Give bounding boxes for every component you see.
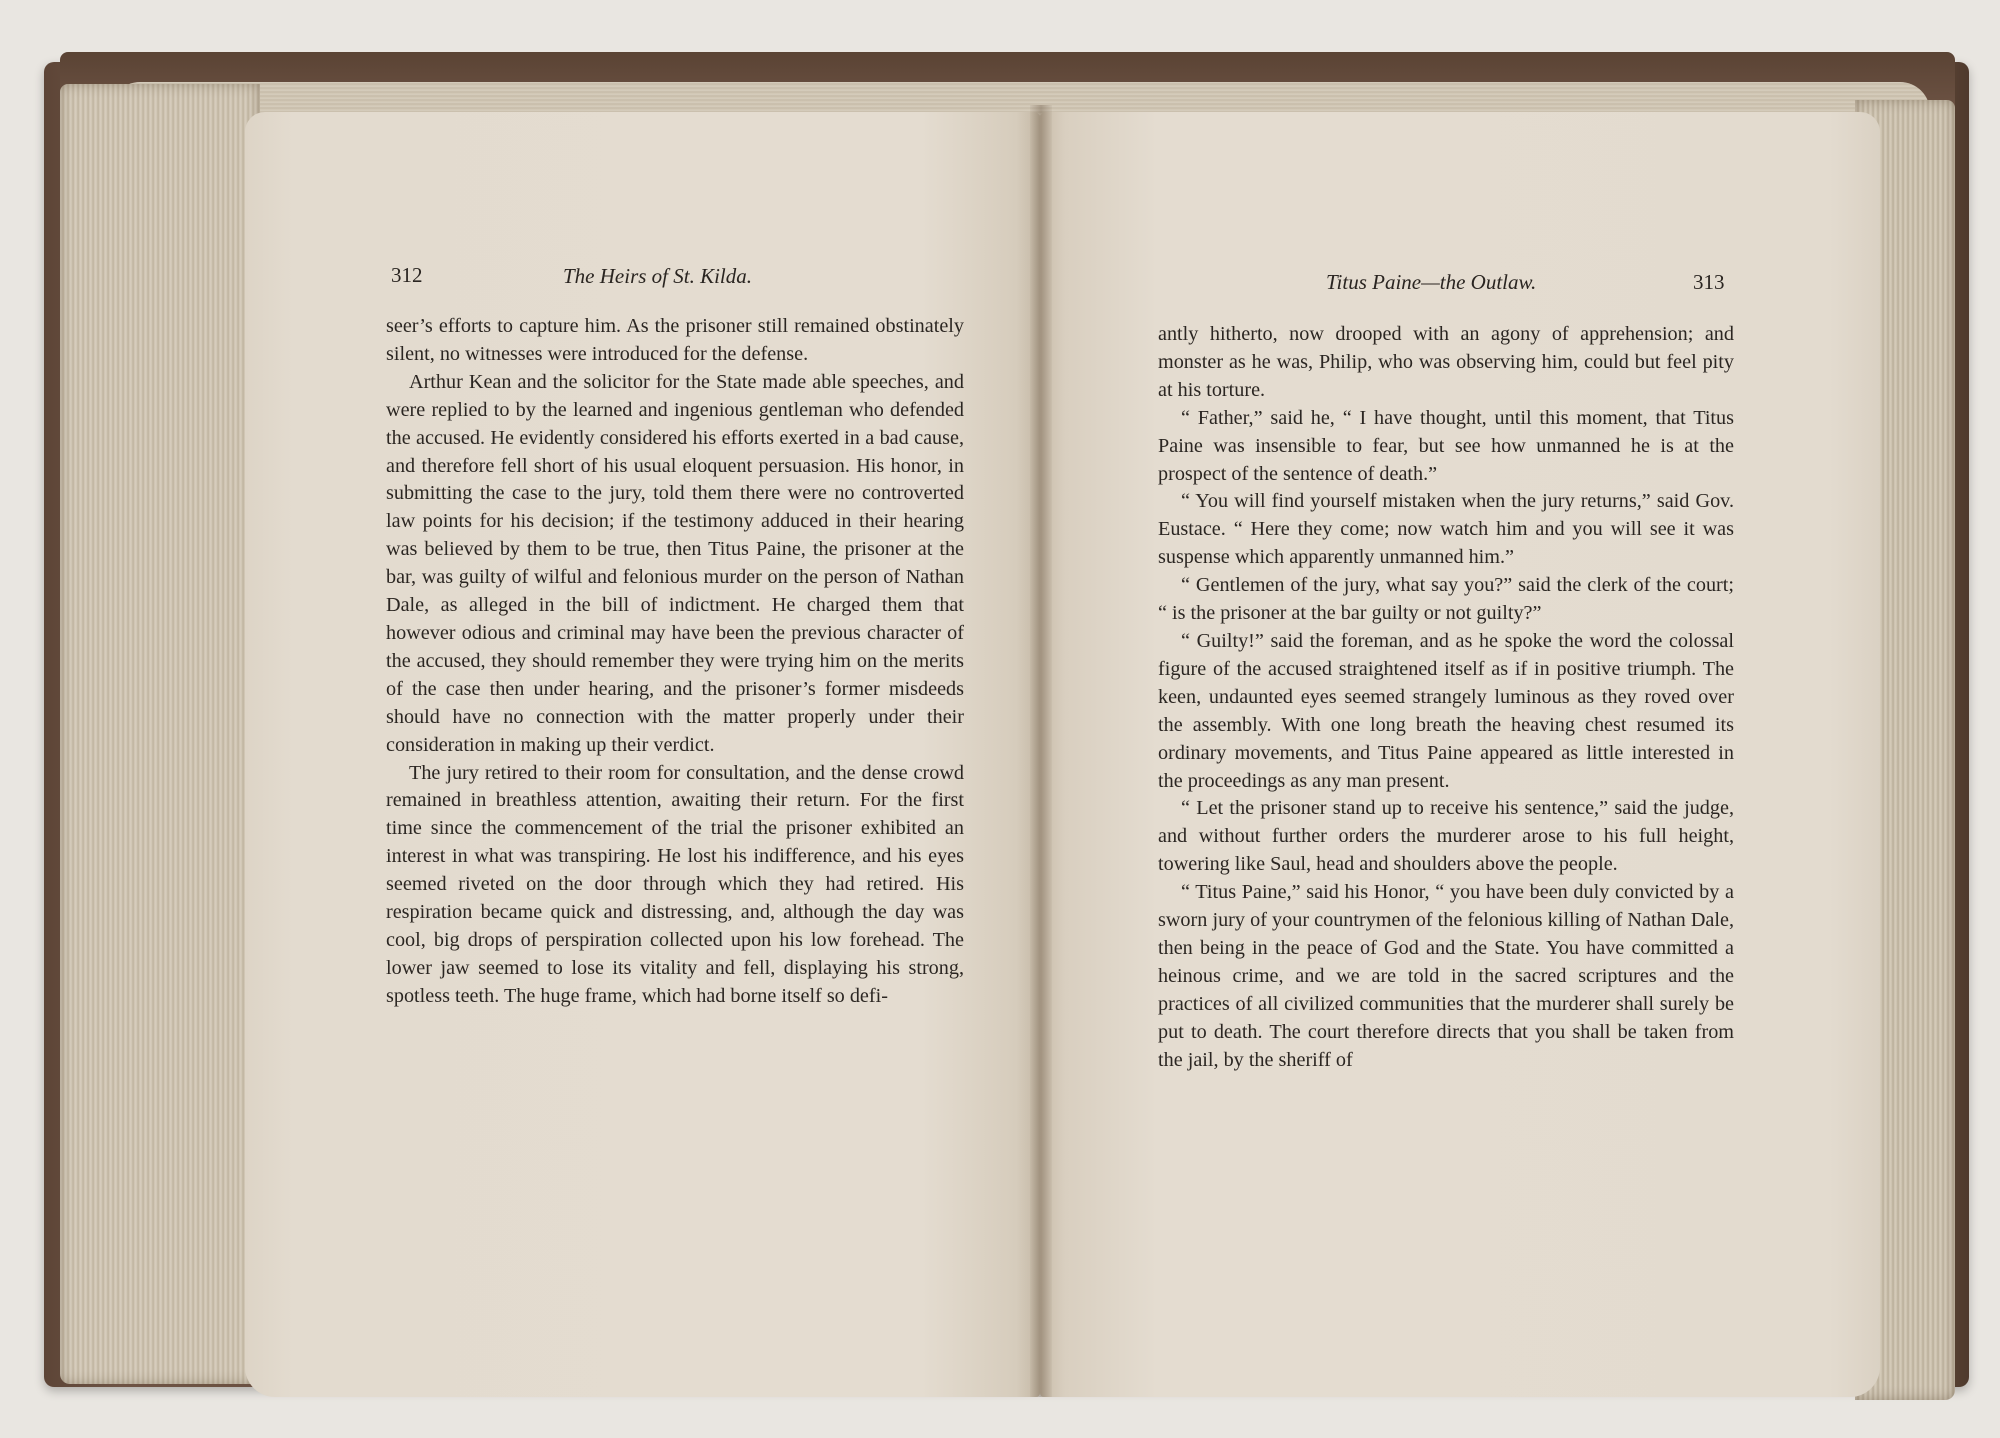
book-gutter <box>1030 105 1052 1397</box>
paragraph: Arthur Kean and the solicitor for the State made able speeches, and were replied to by the learned and ingenious gentleman who defended the accused. He evidently considered his efforts exerted in a bad cause, and therefore fell short of his usual eloquent persuasion. His honor, in submitting the case to the jury, told them there were no controverted law points for his decision; if the testimony adduced in their hearing was believed by them to be true, then Titus Paine, the prisoner at the bar, was guilty of wilful and felonious murder on the person of Nathan Dale, as alleged in the bill of indictment. He charged them that however odious and criminal may have been the previous character of the accused, they should remember they were trying him on the merits of the case then under hearing, and the prisoner’s former misdeeds should have no connection with the matter properly under their consideration in making up their verdict. <box>386 370 964 756</box>
paragraph: “ Father,” said he, “ I have thought, until this moment, that Titus Paine was insensible to fear, but see how unmanned he is at the prospect of the sentence of death.” <box>1158 406 1734 485</box>
paragraph: “ You will find yourself mistaken when the jury returns,” said Gov. Eustace. “ Here they come; now watch him and you will see it was suspense which apparently unmanned him.” <box>1158 490 1734 569</box>
paragraph: antly hitherto, now drooped with an agony of apprehension; and monster as he was, Philip, who was observing him, could but feel pity at his torture. <box>1158 323 1734 401</box>
left-running-title: The Heirs of St. Kilda. <box>563 264 753 288</box>
paragraph: seer’s efforts to capture him. As the prisoner still remained obstinately silent, no witnesses were introduced for the defense. <box>386 315 964 365</box>
left-page-body <box>386 313 964 1011</box>
page-block-left-edge <box>60 84 260 1384</box>
right-page-body <box>1158 321 1734 1074</box>
paragraph: “ Gentlemen of the jury, what say you?” said the clerk of the court; “ is the prisoner at the bar guilty or not guilty?” <box>1158 574 1734 625</box>
paragraph: The jury retired to their room for consultation, and the dense crowd remained in breathless attention, awaiting their return. For the first time since the commencement of the trial the prisoner exhibited an interest in what was transpiring. He lost his indifference, and his eyes seemed riveted on the door through which they had retired. His respiration became quick and distressing, and, although the day was cool, big drops of perspiration collected upon his low forehead. The lower jaw seemed to lose its vitality and fell, displaying his strong, spotless teeth. The huge frame, which had borne itself so defi- <box>386 761 964 1007</box>
right-page-number: 313 <box>1693 270 1725 294</box>
paragraph: “ Let the prisoner stand up to receive his sentence,” said the judge, and without further orders the murderer arose to his full height, towering like Saul, head and shoulders above the people. <box>1158 797 1734 876</box>
paragraph: “ Titus Paine,” said his Honor, “ you have been duly convicted by a sworn jury of your countrymen of the felonious killing of Nathan Dale, then being in the peace of God and the State. You have committed a heinous crime, and we are told in the sacred scriptures and the practices of all civilized communities that the murderer shall surely be put to death. The court therefore directs that you shall be taken from the jail, by the sheriff of <box>1158 881 1734 1071</box>
paragraph: “ Guilty!” said the foreman, and as he spoke the word the colossal figure of the accused straightened itself as if in positive triumph. The keen, undaunted eyes seemed strangely luminous as they roved over the assembly. With one long breath the heaving chest resumed its ordinary movements, and Titus Paine appeared as little interested in the proceedings as any man present. <box>1158 629 1734 792</box>
right-running-title: Titus Paine—the Outlaw. <box>1326 270 1537 294</box>
left-page-number: 312 <box>391 263 423 287</box>
